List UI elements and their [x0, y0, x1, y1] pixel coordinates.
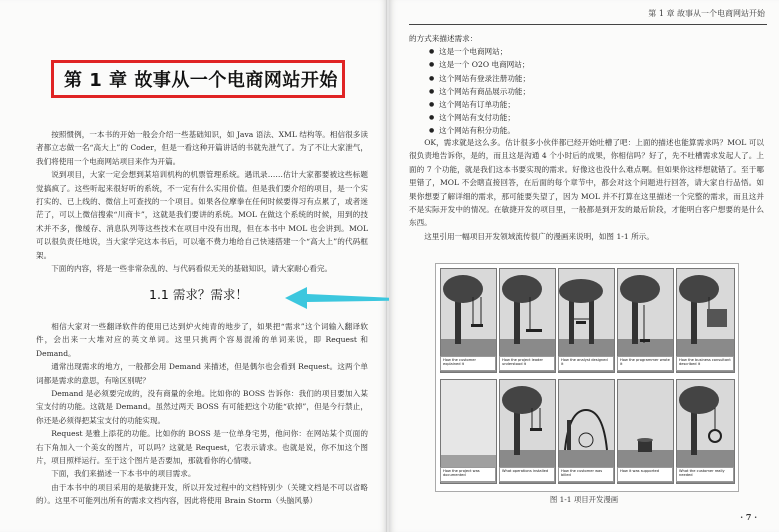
figure-caption: 图 1-1 项目开发漫画: [549, 495, 619, 504]
panel-caption: How the project was documented: [440, 467, 496, 482]
bullet-item: ● 这是一个电商网站；: [429, 45, 764, 58]
right-paragraph-1: OK，需求就是这么多。估计很多小伙伴都已经开始吐槽了吧：上面的描述也能算需求吗？MOL 可以很负责地告诉你，是的，而且这是沟通 4 个小时后的成果，你相信吗？好了，先不吐槽需求发起人了。上面的 7 个功能，就是我们这本书要实现的需求。好像这也没什么难点啊。但如果你这样想就错了。至于哪里错了，MOL 不会瞎直接回答，在后面的每个章节中，都会对这个问题进行回答，请大家自行品悟。如果你想要了解详细的需求，那可能要失望了，因为 MOL 并不打算在这里描述一个完整的需求，而且这并不是实际开发中的情况。在敏捷开发的项目里，一般都是到开发的最后阶段，才能明白客户想要的是什么东西。: [409, 138, 764, 228]
requirements-list: [409, 32, 764, 138]
bullet-item: ● 这个网站有登录注册功能；: [429, 72, 764, 85]
panel-caption: How the programmer wrote it: [617, 356, 673, 371]
panel-caption: How it was supported: [617, 467, 673, 482]
panel-caption: What operations installed: [499, 467, 555, 482]
header-rule: [409, 24, 767, 25]
page-number: · 7 ·: [740, 512, 757, 522]
section-paragraph-2: 通常出现需求的地方，一般都会用 Demand 来描述，但是偶尔也会看到 Request。这两个单词都是需求的意思，有啥区别呢？: [36, 362, 368, 385]
bullet-item: ● 这个网站有商品展示功能；: [429, 85, 764, 98]
bullet-item: ● 这个网站有订单功能；: [429, 98, 764, 111]
intro-paragraph-2: 说到项目，大家一定会想到某培训机构的机票管理系统。遇讯录……估计大家都要被这些标题觉搞疯了。这些听起来很好听的系统，不一定有什么实用价值。但是我们要介绍的项目，是一个实打实的、已上线的、微信上可查找的一个项目。如果各位摩拳在任何时候要得习有点累了，或者迷茫了，可以上微信搜索“川商卡”，这就是我们要讲的系统。MOL 在做这个系统的时候，用到的技术并不多，像缓存、消息队列等这些技术在项目中没有出现，但在本书中 MOL 也会讲到。MOL 可以很负责任地说，当大家学完这本书后，可以毫不费力地给自己快速搭建一个“高大上”的代码框架。: [36, 170, 368, 260]
panel-caption: How the analyst designed it: [558, 356, 614, 371]
section-paragraph-6: 由于本书中的项目采用的是敏捷开发，所以开发过程中的文档特别少（关键文档是不可以省略的）。这里不可能列出所有的需求文档内容，因此将使用 Brain Storm（头脑风暴）: [36, 482, 368, 506]
chapter-title: 第 1 章 故事从一个电商网站开始: [64, 70, 338, 91]
panel-caption: How the customer was billed: [558, 467, 614, 482]
bullet-item: ● 这个网站有积分功能。: [429, 124, 764, 137]
intro-text: [36, 128, 368, 275]
section-text: [36, 320, 368, 508]
running-head: 第 1 章 故事从一个电商网站开始: [648, 9, 765, 18]
right-page: [389, 0, 779, 532]
section-title: 1.1 需求？需求！: [149, 287, 248, 302]
panel-caption: How the project leader understood it: [499, 356, 555, 371]
section-paragraph-5: 下面，我们来描述一下本书中的项目需求。: [51, 469, 196, 479]
right-body-text: [409, 136, 764, 243]
section-paragraph-1: 相信大家对一些翻译软件的使用已达到炉火纯青的地步了，如果把“需求”这个词输入翻译软件，会出来一大堆对应的英文单词。这里只挑两个容易混淆的单词来说，即 Request 和 Demand。: [36, 322, 368, 358]
panel-caption: What the customer really needed: [676, 467, 734, 482]
intro-paragraph-3: 下面的内容，将是一些非常杂乱的、与代码看似无关的基础知识，请大家耐心看完。: [51, 264, 333, 274]
panel-caption: How the customer explained it: [440, 356, 496, 371]
intro-paragraph-1: 按照惯例，一本书的开始一般会介绍一些基础知识，如 Java 语法、XML 结构等。相信很多读者都立志做一名“高大上”的 Coder，但是一看这种开篇讲话的书就先泄气了。为了不让大家泄气，我们将使用一个电商网站项目来作为开篇。: [36, 130, 368, 166]
bullets-intro: 的方式来描述需求：: [409, 34, 478, 43]
section-paragraph-3: Demand 是必须要完成的，没有商量的余地。比如你的 BOSS 告诉你：我们的项目要加入某宝支付的功能。这就是 Demand。虽然过两天 BOSS 有可能把这个功能“砍掉”，但是今行禁止，你还是必须得把某宝支付的功能实现。: [36, 389, 368, 425]
cartoon-figure: [435, 263, 739, 492]
bullet-item: ● 这个网站有支付功能；: [429, 111, 764, 124]
right-paragraph-2: 这里引用一幅项目开发领域流传很广的漫画来说明，如图 1-1 所示。: [424, 231, 654, 241]
bullet-item: ● 这是一个 O2O 电商网站；: [429, 58, 764, 71]
section-paragraph-4: Request 是雅上添花的功能。比如你的 BOSS 是一位单身宅男，他问你：在网站某个页面的右下角加入一个美女的图片，可以吗？这就是 Request，它表示请求。也就是说，你不加这个图片，项目照样运行。至于这个图片是否要加，那就看你的心情喽。: [36, 429, 368, 466]
left-page: [0, 0, 387, 532]
panel-caption: How the business consultant described it: [676, 356, 734, 371]
chapter-title-box: [51, 60, 345, 98]
